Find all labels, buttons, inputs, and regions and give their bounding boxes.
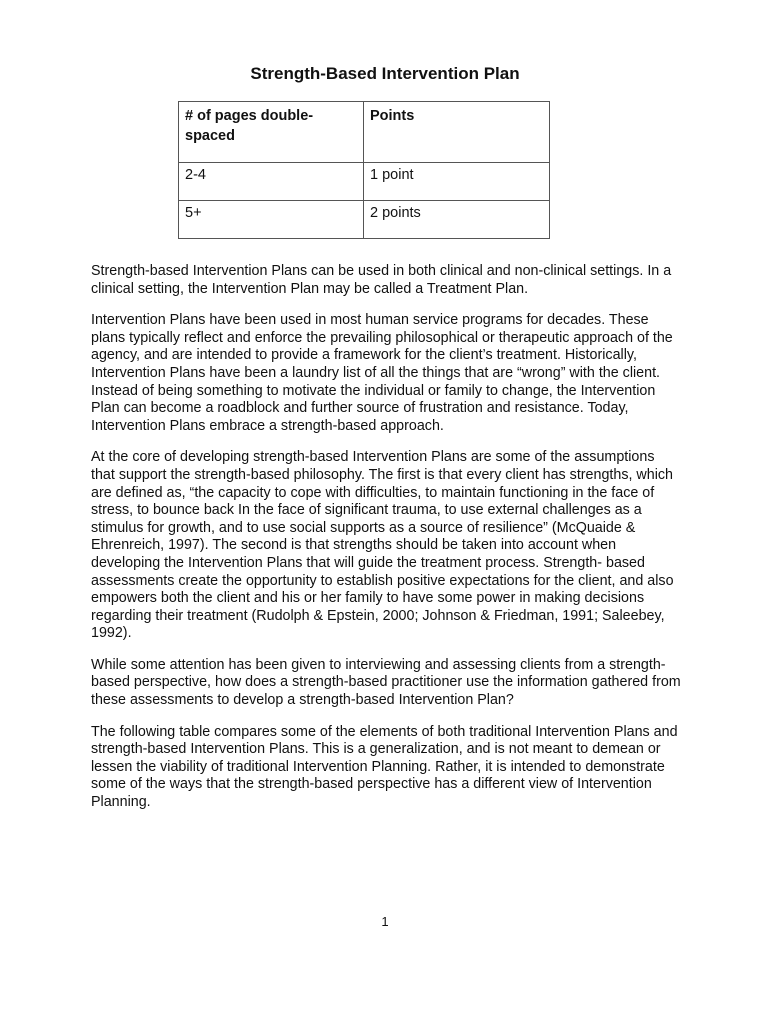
document-title: Strength-Based Intervention Plan — [250, 64, 520, 83]
page-number: 1 — [381, 914, 389, 929]
cell-points: 1 point — [364, 163, 550, 201]
points-table — [178, 101, 550, 239]
table-row — [179, 163, 550, 201]
table-row — [179, 201, 550, 239]
cell-points: 2 points — [364, 201, 550, 239]
header-pages: # of pages double-spaced — [179, 102, 364, 163]
header-points: Points — [364, 102, 550, 163]
cell-pages: 2-4 — [179, 163, 364, 201]
paragraph: Strength-based Intervention Plans can be used in both clinical and non-clinical settings. In a clinical setting, the Intervention Plan may be called a Treatment Plan. — [91, 263, 672, 297]
document-body — [91, 263, 681, 826]
paragraph: Intervention Plans have been used in most human service programs for decades. These plans typically reflect and enforce the prevailing philosophical or therapeutic approach of the agency, and are intended to provide a framework for the client’s treatment. Historically, Intervention Plans have been a laundry list of all the things that are “wrong” with the client. Instead of being something to motivate the individual or family to change, the Intervention Plan can become a roadblock and further source of frustration and resistance. Today, Intervention Plans embrace a strength-based approach. — [91, 312, 673, 434]
paragraph: While some attention has been given to interviewing and assessing clients from a strength-based perspective, how does a strength-based practitioner use the information gathered from these assessments to develop a strength-based Intervention Plan? — [91, 656, 681, 709]
paragraph: The following table compares some of the elements of both traditional Intervention Plans and strength-based Intervention Plans. This is a generalization, and is not meant to demean or lessen the viability of traditional Intervention Planning. Rather, it is intended to demonstrate some of the ways that the strength-based perspective has a different view of Intervention Planning. — [91, 723, 678, 811]
cell-pages: 5+ — [179, 201, 364, 239]
paragraph: At the core of developing strength-based Intervention Plans are some of the assumptions that support the strength-based philosophy. The first is that every client has strengths, which are defined as, “the capacity to cope with difficulties, to maintain functioning in the face of stress, to bounce back In the face of significant trauma, to use external challenges as a stimulus for growth, and to use social supports as a source of resilience” (McQuaide & Ehrenreich, 1997). The second is that strengths should be taken into account when developing the Intervention Plans that will guide the treatment process. Strength- based assessments create the opportunity to establish positive expectations for the client, and also empowers both the client and his or her family to have some power in making decisions regarding their treatment (Rudolph & Epstein, 2000; Johnson & Friedman, 1991; Saleebey, 1992). — [91, 449, 674, 642]
table-header-row — [179, 102, 550, 163]
